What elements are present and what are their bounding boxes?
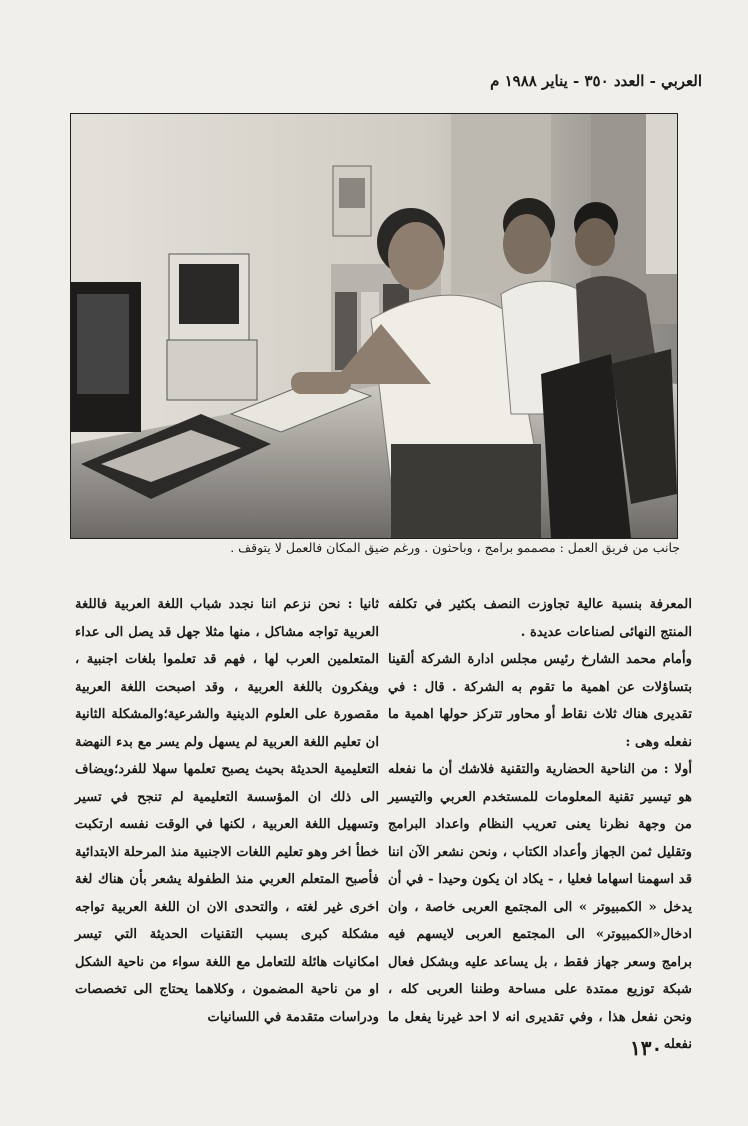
photo-caption: جانب من فريق العمل : مصممو برامج ، وباحثون . ورغم ضيق المكان فالعمل لا يتوقف .: [230, 540, 680, 555]
text-column-left: [75, 591, 379, 1031]
paragraph: وأمام محمد الشارخ رئيس مجلس ادارة الشركة ألقينا بتساؤلات عن اهمية ما تقوم به الشركة . قال : في تقديرى هناك ثلاث نقاط أو محاور تتركز حولها اهمية ما نفعله وهى :: [388, 652, 692, 750]
page-header: [0, 68, 748, 94]
page-number: ١٣٠: [630, 1036, 663, 1060]
photo-team-computers: [70, 113, 678, 539]
paragraph: أولا : من الناحية الحضارية والتقنية فلاشك أن ما نفعله هو تيسير تقنية المعلومات للمستخدم العربي والتيسير من وجهة نظرنا يعنى تعريب النظام واعداد البرامج وتقليل ثمن الجهاز وأعداد الكتاب ، ونحن نشعر الآن اننا قد اسهمنا اسهاما فعليا ، - يكاد ان يكون وحيدا - في أن يدخل « الكمبيوتر » الى المجتمع العربى خاصة ، وان ادخال«الكمبيوتر» الى المجتمع العربى لايسهم فيه برامج وسعر جهاز فقط ، بل يساعد عليه وبشكل فعال شبكة توزيع ممتدة على مساحة وطننا العربى كله ، ونحن نفعل هذا ، وفي تقديرى انه لا احد غيرنا يفعل ما نفعله: [388, 762, 692, 1052]
paragraph: ثانيا : نحن نزعم اننا نجدد شباب اللغة العربية فاللغة العربية تواجه مشاكل ، منها مثلا جهل قد يصل الى عداء المتعلمين العرب لها ، فهم قد تعلموا بلغات اجنبية ، ويفكرون باللغة العربية ، وقد اصبحت اللغة العربية مقصورة على العلوم الدينية والشرعية؛والمشكلة الثانية ان تعليم اللغة العربية لم يسهل ولم يسر مع بدء النهضة التعليمية الحديثة بحيث يصبح تعلمها سهلا للفرد؛ويضاف الى ذلك ان المؤسسة التعليمية لم تنجح في تسير وتسهيل اللغة العربية ، لكنها في الوقت نفسه ارتكبت خطأ اخر وهو تعليم اللغات الاجنبية منذ المرحلة الابتدائية فأصبح المتعلم العربي منذ الطفولة يشعر بأن هناك لغة اخرى غير لغته ، والتحدى الان ان اللغة العربية تواجه مشكلة كبرى بسبب التقنيات الحديثة التي تيسر امكانيات هائلة للتعامل مع اللغة سواء من ناحية الشكل او من ناحية المضمون ، وكلاهما يحتاج الى تخصصات ودراسات متقدمة في اللسانيات: [75, 597, 379, 1025]
paragraph: المعرفة بنسبة عالية تجاوزت النصف بكثير في تكلفه المنتج النهائى لصناعات عديدة .: [388, 597, 692, 640]
photo-illustration: [71, 114, 677, 538]
issue-title: العربي - العدد ٣٥٠ - يناير ١٩٨٨ م: [490, 72, 702, 90]
text-column-right: [388, 591, 692, 1059]
